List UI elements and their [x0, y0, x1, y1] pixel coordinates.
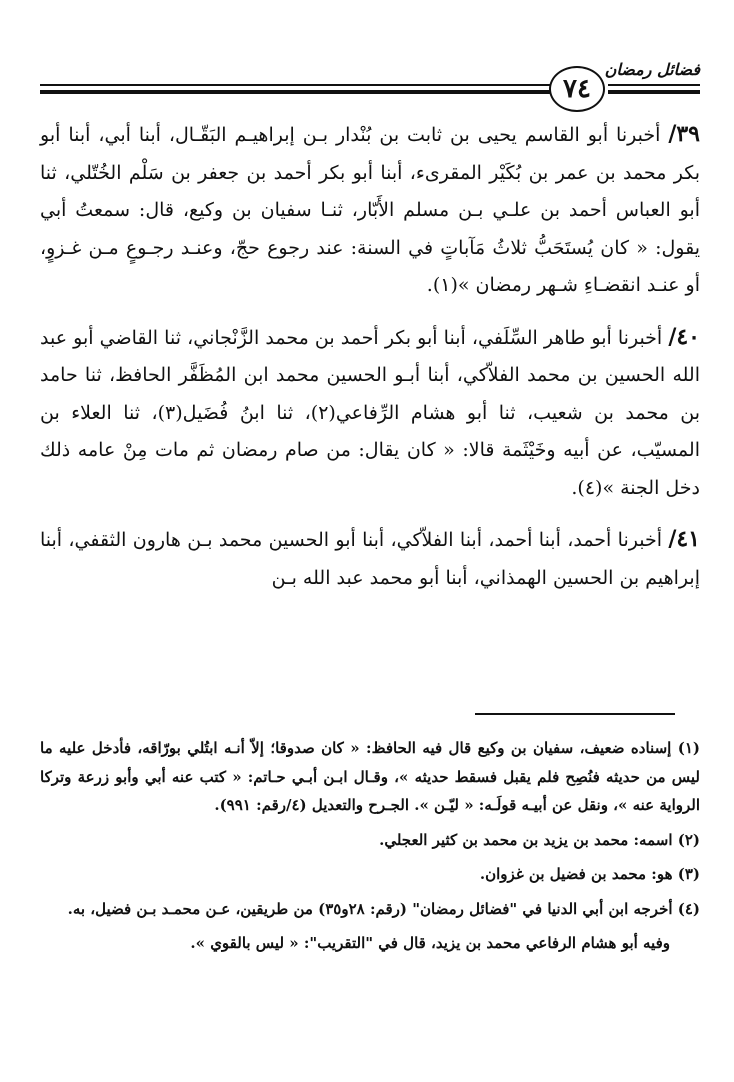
footnote-2: (٢) اسمه: محمد بن يزيد بن محمد بن كثير العجلي. — [379, 830, 700, 849]
paragraph-number: ٤١/ — [668, 526, 700, 552]
main-text — [40, 116, 700, 611]
running-header — [40, 52, 700, 112]
hadith-paragraph-40 — [40, 319, 700, 508]
paragraph-text: أخبرنا أبو طاهر السِّلَفي، أبنا أبو بكر أحمد بن محمد الزَّنْجاني، ثنا القاضي أبو عبد الله الحسين بن محمد الفلاّكي، أبنا أبـو الحسين محمد ابن المُظَفَّر الحافظ، ثنا حامد بن محمد بن شعيب، ثنا أبو هشام الرِّفاعي(٢)، ثنا ابنُ فُضَيل(٣)، ثنا العلاء بن المسيّب، عن أبيه وخَيْثَمة قالا: « كان يقال: من صام رمضان ثم مات مِنْ عامه ذلك دخل الجنة »(٤). — [40, 326, 700, 499]
header-rule-thick — [40, 90, 550, 94]
footnote-4-continuation: وفيه أبو هشام الرفاعي محمد بن يزيد، قال في "التقريب": « ليس بالقوي ». — [190, 934, 670, 952]
header-rule-thick-right — [608, 90, 700, 94]
page-number: ٧٤ — [549, 66, 605, 112]
hadith-paragraph-41 — [40, 521, 700, 597]
book-title: فضائل رمضان — [604, 60, 700, 79]
footnote-4: (٤) أخرجه ابن أبي الدنيا في "فضائل رمضان" (رقم: ٢٨و٣٥) من طريقين، عـن محمـد بـن فضيل، به. — [67, 899, 700, 918]
paragraph-number: ٣٩/ — [668, 121, 700, 147]
footnote-3: (٣) هو: محمد بن فضيل بن غزوان. — [479, 865, 700, 883]
paragraph-text: أخبرنا أحمد، أبنا أحمد، أبنا الفلاّكي، أبنا أبو الحسين محمد بـن هارون الثقفي، أبنا إبراهيم بن الحسين الهمذاني، أبنا أبو محمد عبد الله بـن — [40, 529, 700, 589]
hadith-paragraph-39 — [40, 116, 700, 305]
footnote-divider — [475, 713, 675, 715]
footnote-1: (١) إسناده ضعيف، سفيان بن وكيع قال فيه الحافظ: « كان صدوقا؛ إلاّ أنـه ابتُلي بورّاقه، فأدخل عليه ما ليس من حديثه فنُصِح فلم يقبل فسقط حديثه »، وقـال ابـن أبـي حـاتم: « كتب عنه أبي وأبو زرعة وتركا الرواية عنه »، ونقل عن أبيـه قولَـه: « ليّـن ». الجـرح والتعديل (٤/رقم: ٩٩١). — [40, 739, 700, 814]
footnotes — [40, 734, 700, 958]
header-rule-thin-right — [608, 84, 700, 86]
paragraph-number: ٤٠/ — [668, 323, 700, 350]
header-rule-thin — [40, 84, 550, 86]
paragraph-text: أخبرنا أبو القاسم يحيى بن ثابت بن بُنْدار بـن إبراهيـم البَقّـال، أبنا أبي، أبنا أبو بكر محمد بن عمر بن بُكَيْر المقرىء، أبنا أبو بكر أحمد بن جعفر بن سَلْم الخُتّلي، ثنا أبو العباس أحمد بن علـي بـن مسلم الأَبّار، ثنـا سفيان بن وكيع، قال: سمعتُ أبي يقول: « كان يُستَحَبُّ ثلاثُ مَآباتٍ في السنة: عند رجوع حجّ، وعنـد رجـوعٍ مـن غـزوٍ، أو عنـد انقضـاءِ شـهر رمضان »(١). — [40, 124, 700, 296]
